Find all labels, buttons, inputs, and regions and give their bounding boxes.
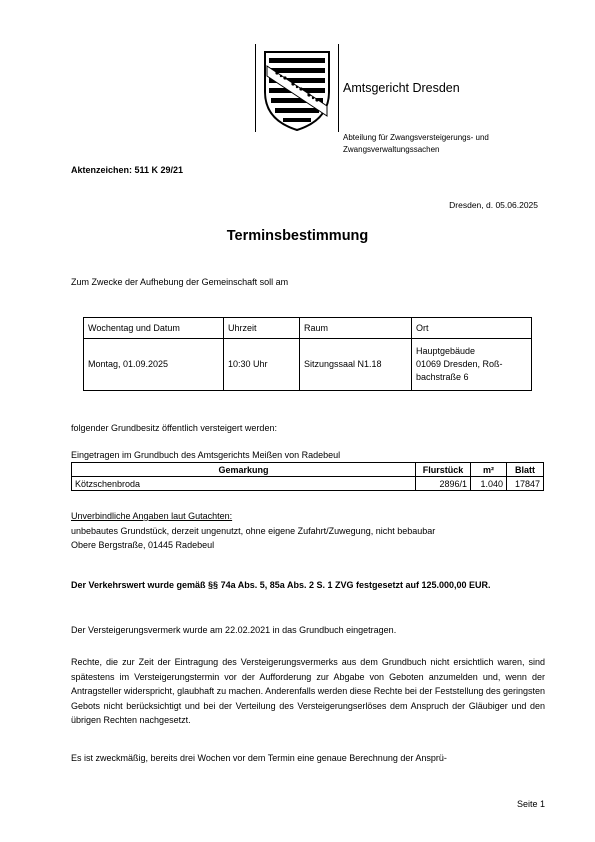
gutachten-line-2: Obere Bergstraße, 01445 Radebeul [71,540,215,550]
court-header [255,44,555,154]
grundbuch-row [72,477,544,491]
cell-place [412,339,532,391]
page-title: Terminsbestimmung [226,228,369,244]
appointment-row [84,339,532,391]
grundbuch-table [71,462,544,491]
header-blatt: Blatt [507,463,544,477]
appointment-header-row [84,318,532,339]
cell-gemarkung: Kötzschenbroda [72,477,416,491]
cell-blatt: 17847 [507,477,544,491]
gutachten-line-1: unbebautes Grundstück, derzeit ungenutzt, ohne eigene Zufahrt/Zuwegung, nicht bebaubar [71,525,436,536]
gutachten-block [71,509,545,553]
cell-room: Sitzungssaal N1.18 [300,339,412,391]
date-line: Dresden, d. 05.06.2025 [449,200,538,210]
header-time: Uhrzeit [224,318,300,339]
divider-left [255,44,256,132]
divider-right [338,44,339,132]
grundbuch-header-row [72,463,544,477]
cell-flurstueck: 2896/1 [416,477,471,491]
header-area: m² [471,463,507,477]
rechte-text: Rechte, die zur Zeit der Eintragung des Versteigerungsvermerks aus dem Grundbuch nicht ersichtlich waren, sind spätestens im Versteigerungstermin vor der Aufforderung zur Abgabe von Geboten anzumelden und, wenn der Antragsteller widerspricht, glaubhaft zu machen. Anderenfalls werden diese Rechte bei der Feststellung des geringsten Gebots nicht berücksichtigt und bei der Verteilung des Versteigerungserlöses dem Anspruch der Gläubiger und den übrigen Rechten nachgesetzt. [71,657,545,725]
court-department: Abteilung für Zwangsversteigerungs- und Zwangsverwaltungssachen [343,133,489,154]
header-date: Wochentag und Datum [84,318,224,339]
header-place: Ort [412,318,532,339]
verkehrswert-text: Der Verkehrswert wurde gemäß §§ 74a Abs. 5, 85a Abs. 2 S. 1 ZVG festgesetzt auf 125.000,00 EUR. [71,580,491,590]
grundbesitz-text: folgender Grundbesitz öffentlich versteigert werden: [71,423,277,433]
cell-date: Montag, 01.09.2025 [84,339,224,391]
place-line-3: bachstraße 6 [416,372,469,382]
appointment-table [83,317,532,391]
header-room: Raum [300,318,412,339]
case-number: Aktenzeichen: 511 K 29/21 [71,165,184,175]
grundbuch-heading: Eingetragen im Grundbuch des Amtsgerichts Meißen von Radebeul [71,450,341,460]
place-line-2: 01069 Dresden, Roß- [416,359,503,369]
place-line-1: Hauptgebäude [416,346,476,356]
cell-time: 10:30 Uhr [224,339,300,391]
intro-text: Zum Zwecke der Aufhebung der Gemeinschaft soll am [71,277,289,287]
gutachten-heading: Unverbindliche Angaben laut Gutachten: [71,511,233,521]
header-gemarkung: Gemarkung [72,463,416,477]
zweckmaessig-text: Es ist zweckmäßig, bereits drei Wochen vor dem Termin eine genaue Berechnung der Ansprü- [71,753,447,763]
court-name: Amtsgericht Dresden [343,81,460,95]
page-number: Seite 1 [516,799,545,809]
saxony-coat-of-arms-icon [261,48,333,132]
cell-area: 1.040 [471,477,507,491]
header-flurstueck: Flurstück [416,463,471,477]
vermerk-text: Der Versteigerungsvermerk wurde am 22.02.2021 in das Grundbuch eingetragen. [71,625,397,635]
